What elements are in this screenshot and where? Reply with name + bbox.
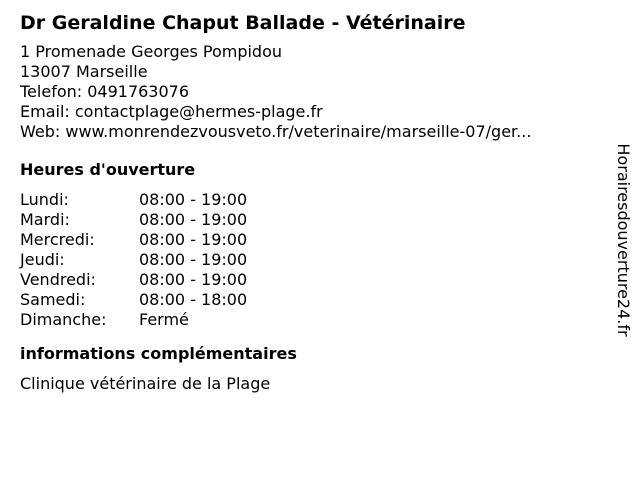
hours-row-tuesday bbox=[20, 210, 600, 230]
business-name: Dr Geraldine Chaput Ballade - Vétérinaire bbox=[20, 12, 466, 34]
hours-row-wednesday bbox=[20, 230, 600, 250]
phone-text: Telefon: 0491763076 bbox=[20, 82, 190, 101]
time-value: 08:00 - 19:00 bbox=[139, 250, 248, 269]
day-label: Samedi: bbox=[20, 290, 86, 309]
opening-hours-list bbox=[20, 190, 600, 330]
day-label: Lundi: bbox=[20, 190, 69, 209]
day-label: Dimanche: bbox=[20, 310, 107, 329]
time-value: 08:00 - 19:00 bbox=[139, 230, 248, 249]
opening-hours-title: Heures d'ouverture bbox=[20, 160, 196, 179]
hours-row-friday bbox=[20, 270, 600, 290]
day-label: Vendredi: bbox=[20, 270, 96, 289]
additional-info-text: Clinique vétérinaire de la Plage bbox=[20, 374, 271, 393]
day-label: Jeudi: bbox=[20, 250, 65, 269]
additional-info-title: informations complémentaires bbox=[20, 344, 297, 363]
day-label: Mardi: bbox=[20, 210, 70, 229]
hours-row-monday bbox=[20, 190, 600, 210]
address-line-1: 1 Promenade Georges Pompidou bbox=[20, 42, 282, 61]
email-text: Email: contactplage@hermes-plage.fr bbox=[20, 102, 323, 121]
day-label: Mercredi: bbox=[20, 230, 95, 249]
hours-row-saturday bbox=[20, 290, 600, 310]
time-value: 08:00 - 19:00 bbox=[139, 190, 248, 209]
hours-row-thursday bbox=[20, 250, 600, 270]
business-card bbox=[20, 10, 600, 394]
time-value: 08:00 - 19:00 bbox=[139, 270, 248, 289]
time-value: Fermé bbox=[139, 310, 189, 329]
time-value: 08:00 - 18:00 bbox=[139, 290, 248, 309]
address-line-2: 13007 Marseille bbox=[20, 62, 148, 81]
site-brand-vertical: Horairesdouverture24.fr bbox=[614, 143, 633, 337]
time-value: 08:00 - 19:00 bbox=[139, 210, 248, 229]
hours-row-sunday bbox=[20, 310, 600, 330]
website-text: Web: www.monrendezvousveto.fr/veterinaire/marseille-07/ger... bbox=[20, 122, 532, 141]
